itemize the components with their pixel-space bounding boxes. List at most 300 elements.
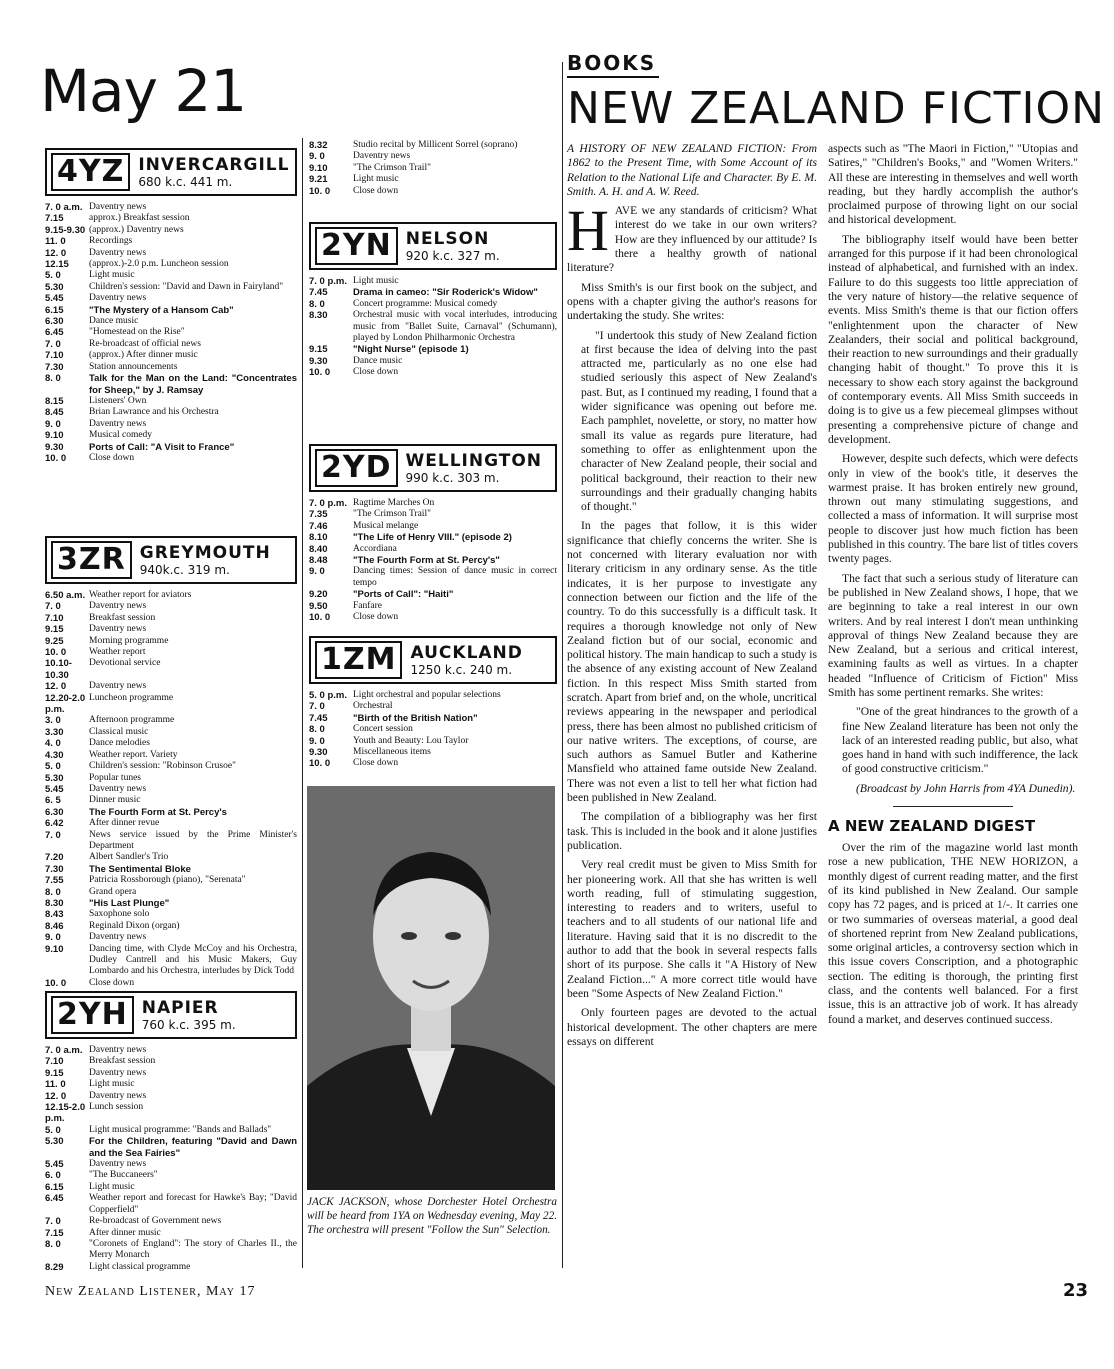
schedule-programme: Daventry news (89, 783, 147, 794)
schedule-time: 9. 0 (309, 735, 325, 747)
schedule-item (309, 521, 557, 532)
schedule-time: 6.15 (45, 304, 64, 316)
schedule-item (309, 509, 557, 520)
station-frequency: 1250 k.c. 240 m. (410, 662, 513, 677)
portrait-illustration (307, 786, 555, 1190)
schedule-time: 7.10 (45, 1056, 64, 1068)
schedule-time: 9.10 (45, 943, 64, 955)
schedule-time: 9.30 (309, 747, 328, 759)
schedule-programme: For the Children, featuring "David and Dawn and the Sea Fairies" (89, 1136, 297, 1159)
schedule-item (309, 163, 557, 174)
schedule-item (309, 690, 557, 701)
schedule-item (45, 784, 297, 795)
schedule-programme: "The Crimson Trail" (353, 162, 431, 173)
schedule-item (309, 713, 557, 724)
schedule-programme: Youth and Beauty: Lou Taylor (353, 735, 469, 746)
schedule-item (45, 442, 297, 453)
schedule-time: 8.48 (309, 555, 328, 567)
schedule-programme: Lunch session (89, 1102, 144, 1113)
schedule-programme: "Coronets of England": The story of Charles II., the Merry Monarch (89, 1238, 297, 1261)
page-date: May 21 (40, 57, 247, 125)
schedule-item (309, 344, 557, 355)
schedule-time: 6. 5 (45, 795, 61, 807)
schedule-item (45, 658, 297, 681)
schedule-programme: Concert programme: Musical comedy (353, 298, 498, 309)
station-name: GREYMOUTH (139, 542, 271, 563)
schedule-time: 5.30 (45, 772, 64, 784)
schedule-time: 6. 0 (45, 1170, 61, 1182)
schedule-time: 10. 0 (309, 758, 331, 770)
schedule-time: 7.15 (45, 1227, 64, 1239)
schedule-programme: Light music (353, 174, 399, 185)
schedule-programme: Light musical programme: "Bands and Ballads" (89, 1124, 272, 1135)
station-frequency: 760 k.c. 395 m. (141, 1017, 236, 1032)
schedule-item (45, 248, 297, 259)
schedule-item (45, 921, 297, 932)
schedule-time: 8.43 (45, 909, 64, 921)
schedule-programme: Dinner music (89, 795, 141, 806)
schedule-item (309, 367, 557, 378)
schedule-item (309, 287, 557, 298)
station-header (45, 148, 297, 196)
schedule-time: 12.15 (45, 259, 69, 271)
photo-caption: JACK JACKSON, whose Dorchester Hotel Orchestra will be heard from 1YA on Wednesday evening, May 22. The orchestra will present "Follow the Sun" Selection. (307, 1196, 557, 1236)
schedule-item (45, 613, 297, 624)
broadcast-credit: (Broadcast by John Harris from 4YA Dunedin). (856, 781, 1076, 795)
schedule-item (45, 282, 297, 293)
schedule-time: 8. 0 (309, 724, 325, 736)
schedule-item (309, 612, 557, 623)
schedule-item (45, 1091, 297, 1102)
schedule-programme: "Homestead on the Rise" (89, 327, 185, 338)
schedule-programme: Devotional service (89, 658, 161, 669)
schedule-time: 12. 0 (45, 681, 67, 693)
schedule-time: 11. 0 (45, 1079, 66, 1091)
article-paragraph: The compilation of a bibliography was her first task. This is included in the book and it alone justifies publication. (567, 810, 817, 852)
schedule-time: 6.30 (45, 316, 64, 328)
schedule-item (45, 601, 297, 612)
schedule-time: 9.21 (309, 174, 328, 186)
schedule-item (309, 724, 557, 735)
schedule-programme: Light orchestral and popular selections (353, 690, 501, 700)
schedule-programme: Breakfast session (89, 612, 156, 623)
schedule-programme: Morning programme (89, 635, 169, 646)
schedule-list (309, 498, 557, 623)
schedule-time: 7.10 (45, 612, 64, 624)
schedule-time: 9. 0 (309, 566, 325, 578)
schedule-time: 10. 0 (309, 367, 331, 379)
schedule-item (45, 738, 297, 749)
schedule-time: 12.15-2.0 p.m. (45, 1102, 86, 1125)
schedule-time: 9.30 (309, 355, 328, 367)
schedule-item (45, 1079, 297, 1090)
schedule-time: 8.10 (309, 532, 328, 544)
schedule-programme: Station announcements (89, 361, 178, 372)
schedule-time: 8.45 (45, 407, 64, 419)
schedule-time: 7. 0 (45, 601, 61, 613)
schedule-programme: Re-broadcast of official news (89, 338, 201, 349)
schedule-item (309, 736, 557, 747)
schedule-programme: Dancing time, with Clyde McCoy and his Orchestra, Dudley Cantrell and his Music Makers, Guy Lombardo and his Orchestra, interludes by Dick Todd (89, 943, 297, 977)
column-rule (562, 62, 563, 1268)
schedule-time: 4. 0 (45, 738, 61, 750)
schedule-programme: Saxophone solo (89, 909, 150, 920)
schedule-item (45, 1182, 297, 1193)
schedule-item (309, 589, 557, 600)
schedule-programme: (approx.) Daventry news (89, 224, 184, 235)
station-code: 3ZR (51, 541, 132, 579)
schedule-programme: Classical music (89, 726, 149, 737)
schedule-time: 7. 0 (309, 701, 325, 713)
article-paragraph: The bibliography itself would have been better arranged for this purpose if it had been chronological instead of alphabetical, and furnished with an index. Failure to do this suggests too little appreciation of the very nature of history—the relative sequence of events. Miss Smith's theme is that our fiction offers "enlightenment upon the character of New Zealanders, their social and political background, their reaction to new surroundings and their gradually changing habit of thought." To prove this it is necessary to show each story against the background of contemporary events. All Miss Smith succeeds in doing is to give us a few piecemeal glimpses without presenting a comprehensive picture of change and development. (828, 232, 1078, 446)
schedule-time: 5.45 (45, 293, 64, 305)
schedule-programme: Dance music (353, 355, 403, 366)
schedule-item (45, 624, 297, 635)
schedule-item (45, 339, 297, 350)
schedule-time: 6.15 (45, 1181, 64, 1193)
schedule-item (45, 202, 297, 213)
page-footer: New Zealand Listener, May 17 (45, 1284, 256, 1299)
schedule-item (309, 532, 557, 543)
schedule-time: 9.15 (45, 624, 64, 636)
schedule-item (45, 1170, 297, 1181)
drop-cap: H (567, 198, 609, 264)
schedule-item (309, 701, 557, 712)
schedule-time: 9.15 (45, 1067, 64, 1079)
station-block-3zr (45, 536, 297, 989)
schedule-item (45, 647, 297, 658)
schedule-programme: Daventry news (89, 681, 147, 692)
schedule-programme: Miscellaneous items (353, 747, 431, 758)
schedule-item (45, 1068, 297, 1079)
schedule-column-1 (45, 146, 297, 1279)
schedule-item (45, 875, 297, 886)
station-block-continued (309, 140, 557, 220)
schedule-time: 7. 0 (45, 1216, 61, 1228)
schedule-item (45, 944, 297, 978)
schedule-item (45, 270, 297, 281)
schedule-programme: Breakfast session (89, 1056, 156, 1067)
station-name: AUCKLAND (410, 642, 523, 663)
schedule-item (309, 186, 557, 197)
schedule-programme: Dance melodies (89, 738, 150, 749)
schedule-item (45, 864, 297, 875)
station-name: WELLINGTON (405, 450, 543, 471)
schedule-item (309, 758, 557, 769)
schedule-programme: "The Buccaneers" (89, 1170, 158, 1181)
station-block-4yz (45, 148, 297, 530)
schedule-item (309, 566, 557, 589)
schedule-item (45, 978, 297, 989)
schedule-programme: Patricia Rossborough (piano), "Serenata" (89, 875, 246, 886)
schedule-programme: Musical melange (353, 520, 419, 531)
book-citation: A HISTORY OF NEW ZEALAND FICTION: From 1862 to the Present Time, with Some Account of its Relation to the National Life and Character. By E. M. Smith. A. H. and A. W. Reed. (567, 142, 817, 198)
schedule-item (309, 310, 557, 344)
schedule-time: 10.10-10.30 (45, 658, 72, 681)
station-block-2yh (45, 991, 297, 1279)
schedule-programme: Re-broadcast of Government news (89, 1216, 222, 1227)
schedule-time: 9. 0 (309, 151, 325, 163)
schedule-time: 7. 0 a.m. (45, 1045, 83, 1056)
schedule-time: 7.46 (309, 520, 328, 532)
station-frequency: 680 k.c. 441 m. (138, 174, 233, 189)
schedule-programme: Popular tunes (89, 772, 141, 783)
station-code: 1ZM (315, 641, 402, 679)
schedule-item (45, 795, 297, 806)
schedule-item (309, 356, 557, 367)
schedule-item (45, 1216, 297, 1227)
station-block-1zm (309, 636, 557, 786)
schedule-item (45, 807, 297, 818)
schedule-programme: Children's session: "Robinson Crusoe" (89, 761, 236, 772)
section-label: BOOKS (567, 51, 657, 75)
station-frequency: 990 k.c. 303 m. (405, 470, 500, 485)
station-name: NAPIER (141, 997, 219, 1018)
schedule-time: 7.30 (45, 361, 64, 373)
schedule-programme: Weather report and forecast for Hawke's Bay; "David Copperfield" (89, 1193, 297, 1215)
schedule-item (45, 590, 297, 601)
schedule-programme: Daventry news (89, 601, 147, 612)
station-code: 2YH (51, 996, 134, 1034)
schedule-programme: Reginald Dixon (organ) (89, 920, 180, 931)
schedule-time: 7. 0 a.m. (45, 202, 83, 213)
schedule-programme: Light classical programme (89, 1261, 191, 1272)
schedule-time: 8. 0 (309, 298, 325, 310)
column-rule (302, 138, 303, 1268)
schedule-programme: Concert session (353, 724, 413, 735)
schedule-item (45, 396, 297, 407)
schedule-programme: "Night Nurse" (episode 1) (353, 344, 469, 356)
schedule-time: 6.42 (45, 818, 64, 830)
schedule-time: 8. 0 (45, 1238, 61, 1250)
schedule-programme: Listeners' Own (89, 395, 147, 406)
schedule-time: 10. 0 (309, 612, 331, 624)
article-quote: "One of the great hindrances to the growth of a fine New Zealand literature has been not only the lack of an interested reading public, but also, what goes hand in hand with such indifference, the lack of good constructive criticism." (842, 705, 1078, 776)
schedule-item (45, 1056, 297, 1067)
schedule-time: 12. 0 (45, 247, 67, 259)
schedule-time: 7.35 (309, 509, 328, 521)
schedule-list (45, 202, 297, 464)
section-divider (893, 806, 1013, 807)
schedule-time: 8.46 (45, 920, 64, 932)
schedule-time: 8.40 (309, 543, 328, 555)
schedule-programme: (approx.) After dinner music (89, 350, 198, 361)
schedule-item (45, 327, 297, 338)
schedule-time: 7.15 (45, 213, 64, 225)
station-header (309, 636, 557, 684)
schedule-item (45, 1239, 297, 1262)
schedule-programme: (approx.)-2.0 p.m. Luncheon session (89, 259, 229, 270)
schedule-time: 10. 0 (45, 452, 67, 464)
schedule-item (45, 681, 297, 692)
schedule-time: 8. 0 (45, 886, 61, 898)
schedule-programme: The Fourth Form at St. Percy's (89, 806, 227, 818)
schedule-programme: Daventry news (89, 1067, 147, 1078)
schedule-item (45, 727, 297, 738)
schedule-time: 8.29 (45, 1261, 64, 1273)
schedule-programme: Afternoon programme (89, 715, 175, 726)
schedule-time: 10. 0 (309, 185, 331, 197)
schedule-programme: Daventry news (353, 151, 411, 162)
schedule-list (309, 690, 557, 770)
schedule-programme: Luncheon programme (89, 692, 174, 703)
schedule-time: 8.30 (309, 310, 328, 322)
schedule-programme: Albert Sandler's Trio (89, 852, 169, 863)
schedule-time: 7.45 (309, 287, 328, 299)
article-paragraph: Miss Smith's is our first book on the subject, and opens with a chapter giving the author's reasons for undertaking the study. She writes: (567, 280, 817, 323)
article-column-a (567, 142, 817, 1264)
schedule-time: 6.50 a.m. (45, 590, 86, 601)
schedule-time: 5. 0 (45, 761, 61, 773)
schedule-time: 8. 0 (45, 373, 61, 385)
schedule-programme: "The Crimson Trail" (353, 509, 431, 520)
schedule-item (309, 555, 557, 566)
station-header (45, 536, 297, 584)
article-paragraph: Very real credit must be given to Miss Smith for her pioneering work. All that she has written is well worth reading, full of stimulating suggestion, interesting to readers and to writers, useful to teachers and to all students of our national life and literature. Having said that it is no discredit to the author to add that the book in several respects falls short of its purpose. She calls it "A History of New Zealand Fiction..." A more correct title would have been "Some Aspects of New Zealand Fiction." (567, 858, 817, 1000)
station-code: 2YN (315, 227, 398, 265)
article-paragraph: In the pages that follow, it is this wider significance that chiefly concerns the writer. She is not concerned with literary evaluation nor with literary criticism in any ordinary sense. As the title indicates, it is her purpose to investigate any connection between our fiction and the life of the country. To do this successfully is a difficult task. It requires a thorough knowledge not only of New Zealand fiction but of our social, economic and political history. The main handicap to such a study is the absence of any existing account of New Zealand fiction. In this respect Miss Smith started from scratch. Apart from brief and, on the whole, uncritical reviews appearing in the newspaper and periodical press, there has been almost no published criticism of our native writers. The exceptions, of course, are such authors as Samuel Butler and Katherine Mansfield who attained fame outside New Zealand. There was not even a list to tell her what fiction had been published in New Zealand. (567, 519, 817, 805)
schedule-item (45, 1102, 297, 1125)
station-block-2yn (309, 222, 557, 442)
schedule-programme: Daventry news (89, 202, 147, 212)
schedule-time: 12. 0 (45, 1090, 67, 1102)
schedule-item (45, 430, 297, 441)
schedule-programme: Dance music (89, 316, 139, 327)
schedule-time: 6.45 (45, 327, 64, 339)
schedule-time: 7. 0 p.m. (309, 276, 348, 287)
schedule-item (45, 316, 297, 327)
schedule-item (309, 151, 557, 162)
article-paragraph: The fact that such a serious study of literature can be published in New Zealand shows, I hope, that we are beginning to take a real interest in our own writers. And by real interest I don't mean unthinking approval of things New Zealand because they are New Zealand, but a serious and critical interest, examining faults as well as virtues. In a chapter headed "Influence of Criticism of Fiction" Miss Smith has some pertinent remarks. She writes: (828, 571, 1078, 699)
schedule-item (45, 898, 297, 909)
schedule-programme: Close down (353, 367, 399, 378)
schedule-item (309, 544, 557, 555)
schedule-item (45, 453, 297, 464)
schedule-time: 5.30 (45, 281, 64, 293)
schedule-item (45, 236, 297, 247)
schedule-column-2 (309, 140, 557, 786)
schedule-time: 5.30 (45, 1136, 64, 1148)
schedule-time: 6.30 (45, 806, 64, 818)
article-paragraph: aspects such as "The Maori in Fiction," "Utopias and Satires," "Children's Books," and "Women Writers." All these are interesting in themselves and well worth reading, but they hardly accomplish the author's proclaimed purpose of throwing light on our social and historical development. (828, 142, 1078, 227)
schedule-time: 5. 0 (45, 270, 61, 282)
schedule-programme: Daventry news (89, 293, 147, 304)
schedule-programme: Close down (89, 452, 135, 463)
schedule-programme: Daventry news (89, 418, 147, 429)
schedule-programme: Fanfare (353, 600, 383, 611)
schedule-time: 3.30 (45, 726, 64, 738)
schedule-list (45, 590, 297, 989)
schedule-programme: Talk for the Man on the Land: "Concentrates for Sheep," by J. Ramsay (89, 373, 297, 396)
schedule-programme: Light music (89, 1079, 135, 1090)
schedule-time: 9.10 (45, 430, 64, 442)
schedule-item (45, 293, 297, 304)
schedule-time: 7.55 (45, 875, 64, 887)
schedule-programme: Daventry news (89, 247, 147, 258)
schedule-time: 5.45 (45, 1159, 64, 1171)
schedule-programme: "His Last Plunge" (89, 897, 170, 909)
schedule-time: 5. 0 (45, 1124, 61, 1136)
schedule-item (309, 140, 557, 151)
schedule-item (45, 1045, 297, 1056)
schedule-time: 9. 0 (45, 418, 61, 430)
schedule-item (45, 932, 297, 943)
schedule-time: 9.30 (45, 441, 64, 453)
schedule-item (45, 887, 297, 898)
portrait-photo (307, 786, 555, 1190)
schedule-programme: Close down (89, 977, 135, 988)
schedule-programme: "The Mystery of a Hansom Cab" (89, 304, 234, 316)
schedule-time: 9.15 (309, 344, 328, 356)
article-paragraph (567, 198, 817, 275)
schedule-time: 9.10 (309, 162, 328, 174)
schedule-programme: News service issued by the Prime Minister's Department (89, 829, 297, 851)
schedule-item (45, 350, 297, 361)
schedule-programme: The Sentimental Bloke (89, 863, 191, 875)
schedule-item (309, 747, 557, 758)
station-frequency: 920 k.c. 327 m. (405, 248, 500, 263)
schedule-time: 7.45 (309, 712, 328, 724)
schedule-programme: Daventry news (89, 1159, 147, 1170)
schedule-time: 9. 0 (45, 932, 61, 944)
schedule-item (45, 750, 297, 761)
schedule-item (45, 305, 297, 316)
schedule-programme: Orchestral (353, 701, 393, 712)
schedule-programme: Light music (89, 1181, 135, 1192)
schedule-time: 5.45 (45, 783, 64, 795)
schedule-time: 7.10 (45, 350, 64, 362)
station-header (309, 444, 557, 492)
station-header (309, 222, 557, 270)
schedule-time: 10. 0 (45, 647, 67, 659)
schedule-time: 9.20 (309, 589, 328, 601)
schedule-item (45, 761, 297, 772)
schedule-item (45, 852, 297, 863)
schedule-item (309, 174, 557, 185)
article-paragraph: However, despite such defects, which were defects only in view of the book's title, it deserves the warmest praise. It has broken entirely new ground, thrown out many stimulating suggestions, and collected a mass of information. It will surprise most people to discover just how much fiction has been published in this country. The bare list of titles covers twenty pages. (828, 452, 1078, 566)
schedule-time: 7. 0 p.m. (309, 498, 348, 509)
schedule-programme: After dinner revue (89, 818, 160, 829)
schedule-programme: "The Life of Henry VIII." (episode 2) (353, 532, 512, 544)
schedule-time: 11. 0 (45, 236, 66, 248)
schedule-item (45, 693, 297, 716)
schedule-time: 9.50 (309, 600, 328, 612)
schedule-programme: Orchestral music with vocal interludes, introducing music from "Ballet Suite, Carnaval" (Schumann), played by London Philharmonic Orchestra (353, 310, 557, 344)
schedule-item (45, 1159, 297, 1170)
schedule-item (45, 1136, 297, 1159)
schedule-time: 3. 0 (45, 715, 61, 727)
schedule-time: 8.30 (45, 897, 64, 909)
schedule-programme: Children's session: "David and Dawn in Fairyland" (89, 281, 284, 292)
article-column-b (828, 142, 1078, 1264)
schedule-programme: "Birth of the British Nation" (353, 712, 478, 724)
schedule-item (309, 299, 557, 310)
schedule-item (45, 773, 297, 784)
schedule-list (309, 276, 557, 379)
schedule-item (45, 1228, 297, 1239)
schedule-list (309, 140, 557, 197)
schedule-time: 12.20-2.0 p.m. (45, 692, 86, 716)
schedule-programme: Close down (353, 185, 399, 196)
schedule-programme: "Ports of Call": "Haiti" (353, 589, 454, 601)
station-name: INVERCARGILL (138, 154, 290, 175)
station-name: NELSON (405, 228, 490, 249)
schedule-item (45, 373, 297, 396)
station-code: 2YD (315, 449, 398, 487)
schedule-item (45, 636, 297, 647)
schedule-programme: Light music (353, 276, 399, 286)
paragraph-text: AVE we any standards of criticism? What interest do we take in our own writers? How are they influenced by our attitude? Is there a healthy growth of national literature? (567, 204, 817, 275)
